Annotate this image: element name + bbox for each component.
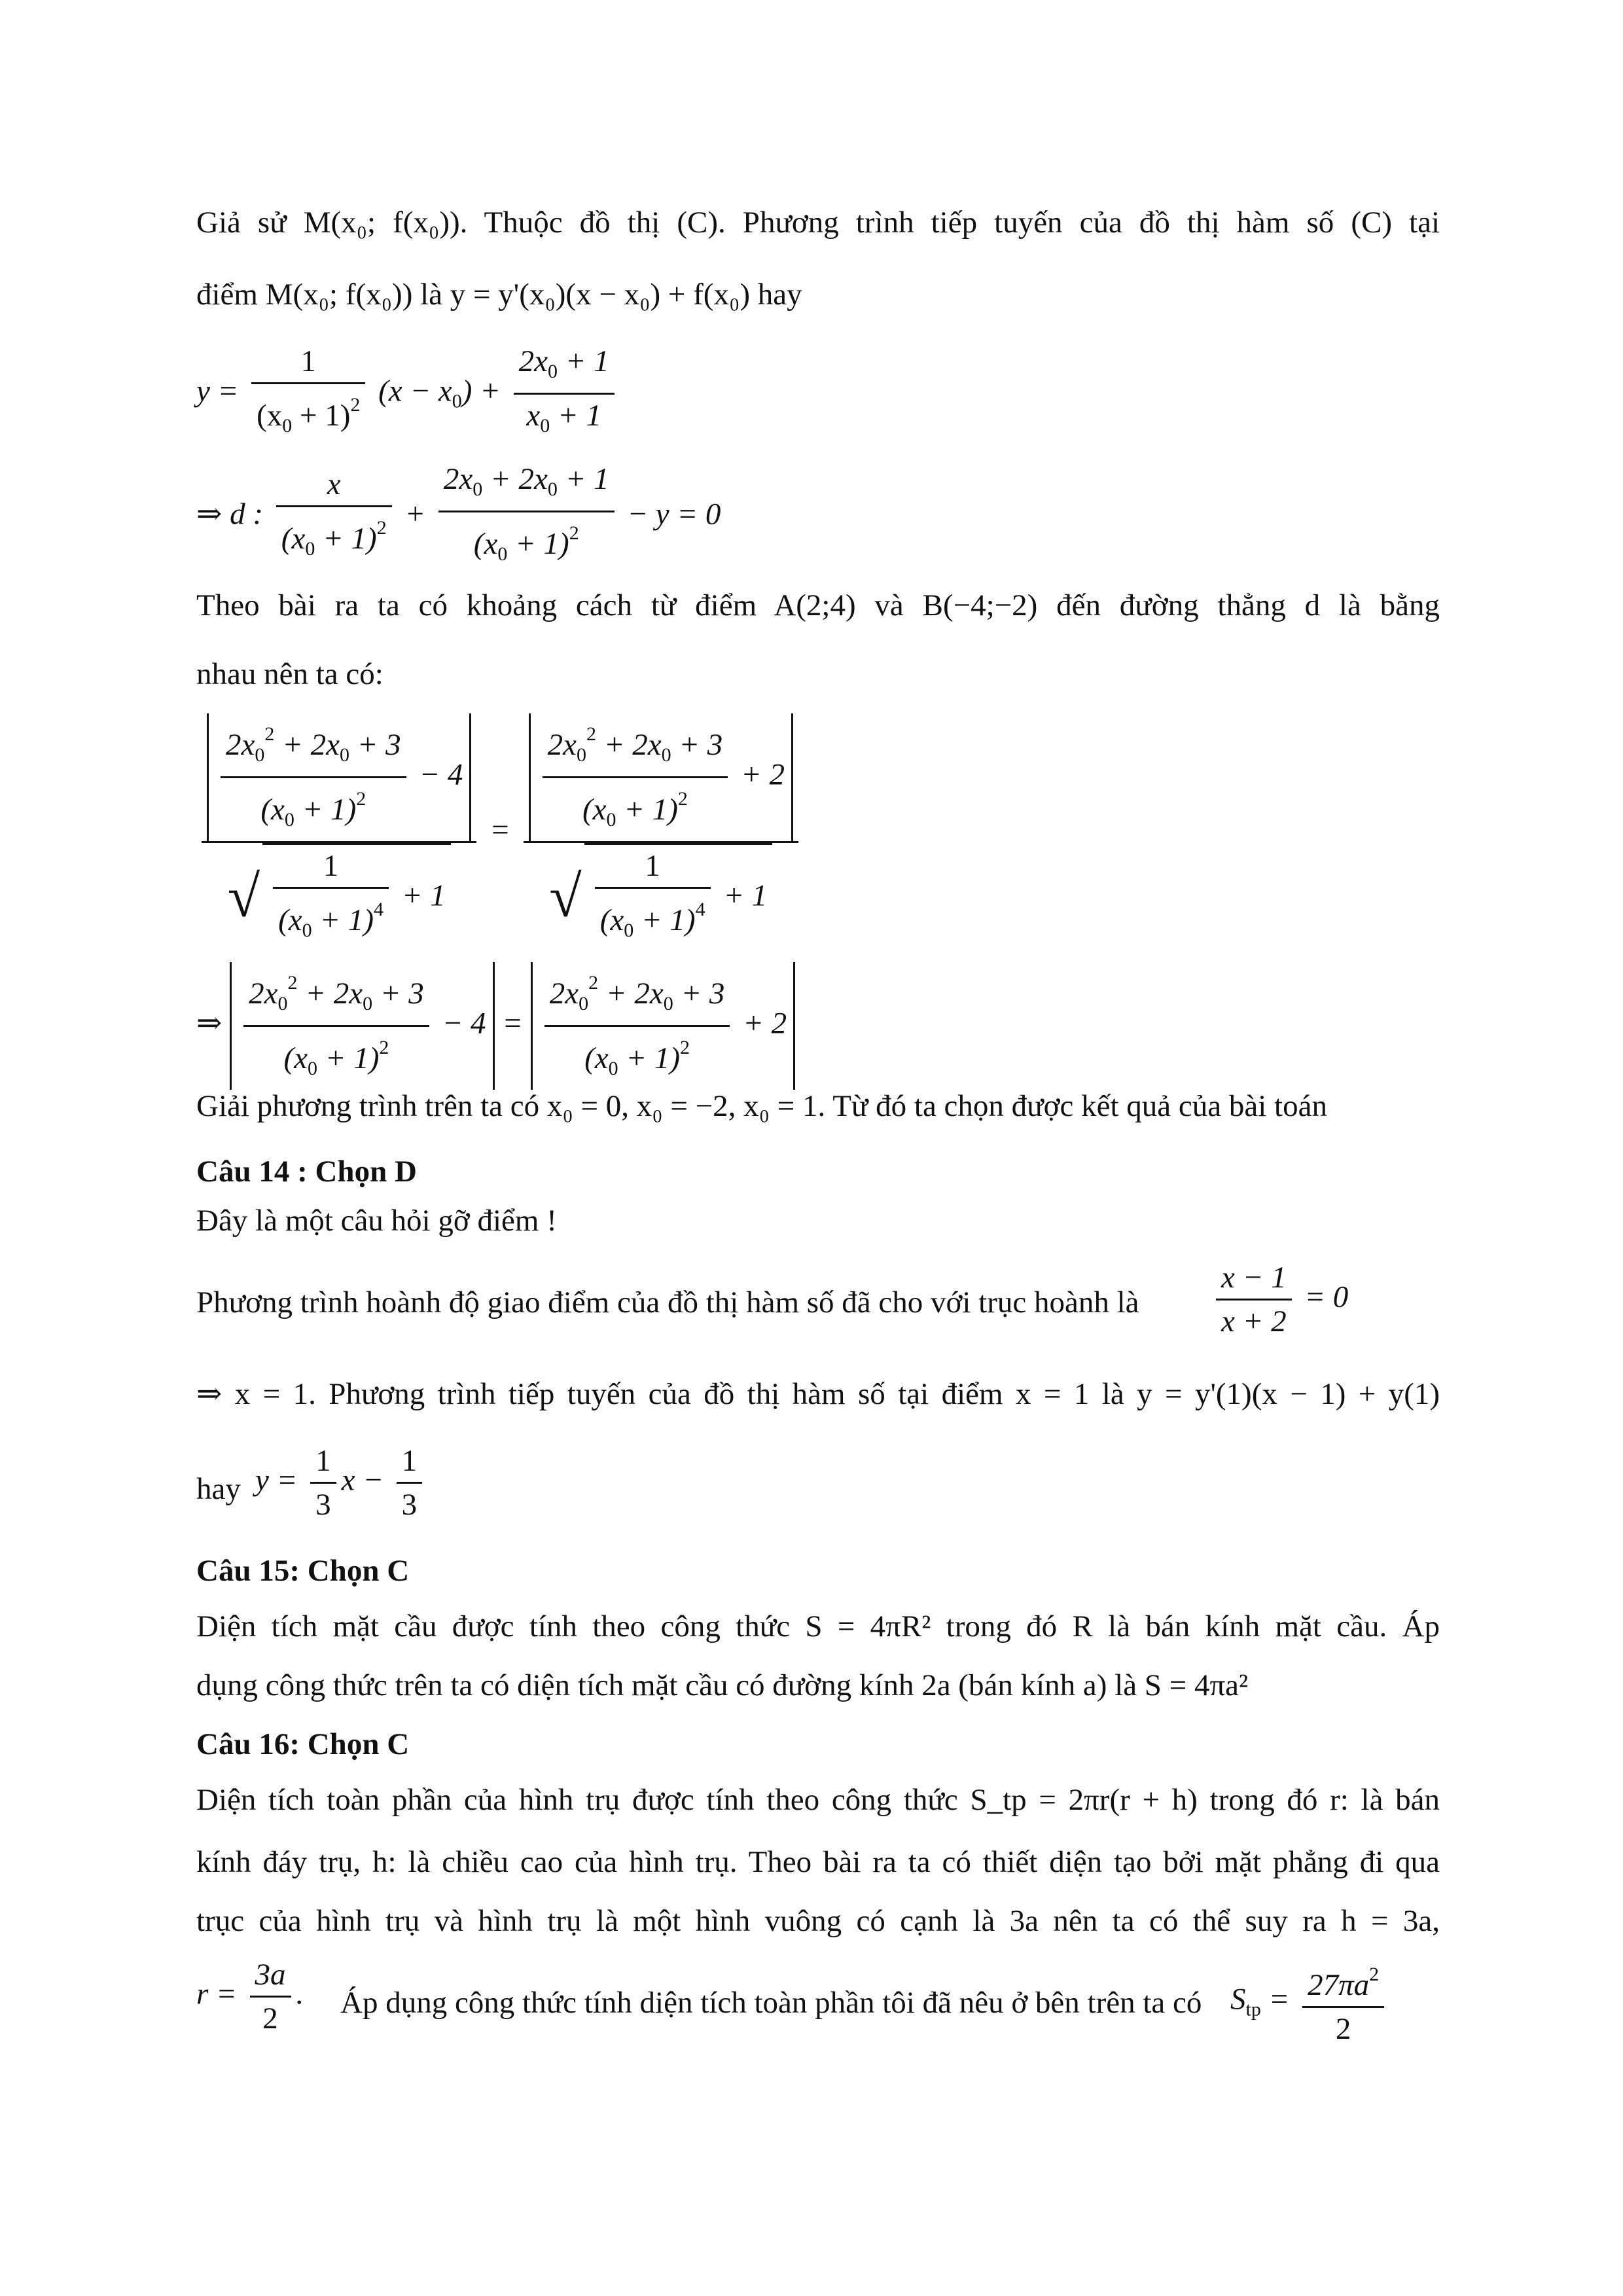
paragraph-line-15: Áp dụng công thức tính diện tích toàn phần tôi đã nêu ở bên trên ta có — [340, 1986, 1202, 2020]
paragraph-line-6: Đây là một câu hỏi gỡ điểm ! — [196, 1204, 557, 1238]
tangent-result: y = $\frac{1}{3}$ x − $\frac{1}{3}$ — [255, 1440, 427, 1526]
paragraph-line-14: trục của hình trụ và hình trụ là một hình vuông có cạnh là 3a nên ta có thể suy ra h = 3a, — [196, 1904, 1440, 1938]
absolute-value-equation: ⇒ $\frac{2x_0^2 + 2x_0 + 3}{(x_0 + 1)^2}$ − 4 = $\frac{2x_0^2 + 2x_0 + 3}{(x_0 + 1)^2}$ + 2 — [196, 962, 795, 1090]
heading-cau-16: Câu 16: Chọn C — [196, 1727, 410, 1761]
intersection-equation: $\frac{x - 1}{x + 2}$ = 0 — [1211, 1257, 1348, 1342]
heading-cau-14: Câu 14 : Chọn D — [196, 1155, 417, 1189]
heading-cau-15: Câu 15: Chọn C — [196, 1554, 410, 1588]
paragraph-line-3: Theo bài ra ta có khoảng cách từ điểm A(2;4) và B(−4;−2) đến đường thẳng d là bằng — [196, 588, 1440, 622]
total-area-result: $S_{tp}$ = $\frac{27\pi a^2}{2}$ — [1230, 1954, 1389, 2050]
paragraph-line-4: nhau nên ta có: — [196, 657, 383, 691]
paragraph-line-12: Diện tích toàn phần của hình trụ được tính theo công thức S_tp = 2πr(r + h) trong đó r: là bán — [196, 1783, 1440, 1817]
line-d-equation: ⇒ d : $\frac{x}{(x_0 + 1)^2}$ + $\frac{2x_0 + 2x_0 + 1}{(x_0 + 1)^2}$ − y = 0 — [196, 458, 721, 575]
paragraph-line-7: Phương trình hoành độ giao điểm của đồ thị hàm số đã cho với trục hoành là — [196, 1285, 1139, 1319]
paragraph-line-2: điểm M(x₀; f(x₀)) là y = y'(x₀)(x − x₀) + f(x₀) hay — [196, 278, 802, 312]
paragraph-line-5: Giải phương trình trên ta có x₀ = 0, x₀ = −2, x₀ = 1. Từ đó ta chọn được kết quả của bài toán — [196, 1089, 1327, 1123]
paragraph-line-8: ⇒ x = 1. Phương trình tiếp tuyến của đồ thị hàm số tại điểm x = 1 là y = y'(1)(x − 1) + y(1) — [196, 1377, 1440, 1411]
paragraph-line-13: kính đáy trụ, h: là chiều cao của hình trụ. Theo bài ra ta có thiết diện tạo bởi mặt phẳng đi qua — [196, 1845, 1440, 1879]
paragraph-line-11: dụng công thức trên ta có diện tích mặt cầu có đường kính 2a (bán kính a) là S = 4πa² — [196, 1668, 1249, 1702]
distance-equality: $\frac{2x_0^2 + 2x_0 + 3}{(x_0 + 1)^2}$ − 4 √ $\frac{1}{(x_0 + 1)^4}$ + 1 = $\frac{2x_0^2 + 2x_0 + 3}{(x_0 + 1)^2}$ + 2 √ $\frac{1}{(x_0 + 1)^4}$ + 1 — [196, 713, 804, 952]
radius-value: r = $\frac{3a}{2}$ . — [196, 1954, 304, 2039]
paragraph-line-10: Diện tích mặt cầu được tính theo công thức S = 4πR² trong đó R là bán kính mặt cầu. Áp — [196, 1609, 1440, 1643]
paragraph-line-1: Giả sử M(x₀; f(x₀)). Thuộc đồ thị (C). Phương trình tiếp tuyến của đồ thị hàm số (C) tại — [196, 206, 1440, 240]
paragraph-line-9: hay — [196, 1472, 241, 1506]
tangent-equation: y = $\frac{1}{(x_0 + 1)^2}$ $(x - x_0)$ + $\frac{2x_0 + 1}{x_0 + 1}$ — [196, 340, 620, 447]
